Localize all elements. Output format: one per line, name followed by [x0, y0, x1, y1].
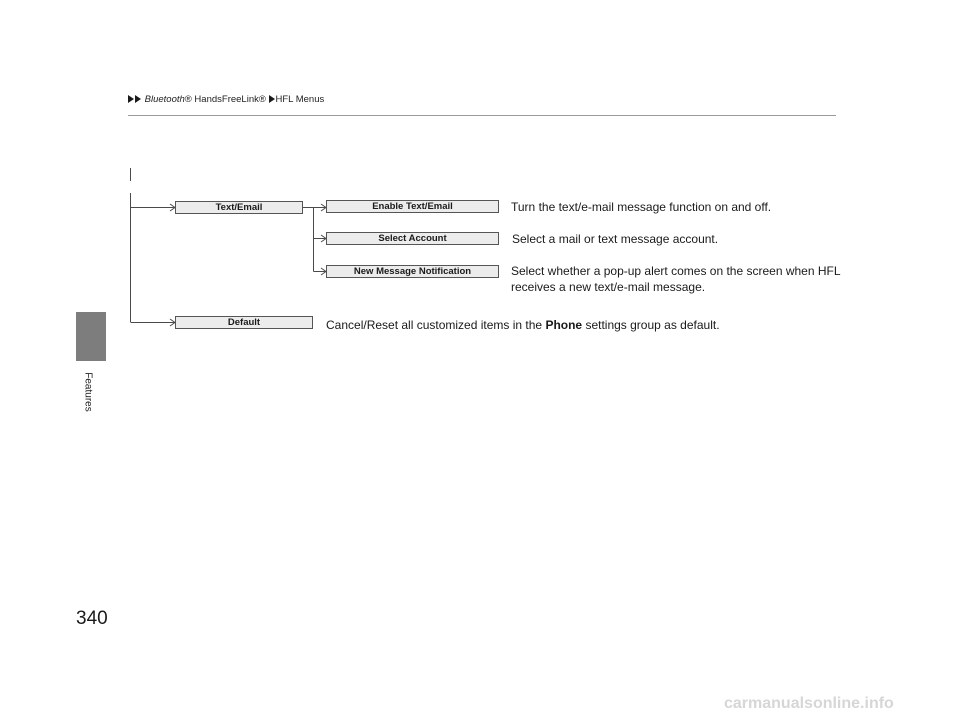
menu-default[interactable]: Default [175, 316, 313, 329]
desc-new-message-line2: receives a new text/e-mail message. [511, 280, 706, 294]
desc-select-account: Select a mail or text message account. [512, 232, 719, 246]
desc-enable-text-email: Turn the text/e-mail message function on and off. [511, 200, 772, 214]
breadcrumb-handsfreelink[interactable]: ® HandsFreeLink® [184, 94, 266, 105]
menu-enable-text-email[interactable]: Enable Text/Email [326, 200, 499, 213]
desc-default-phone: Phone [545, 318, 583, 332]
desc-default-before: Cancel/Reset all customized items in the [326, 318, 546, 332]
menu-text-email[interactable]: Text/Email [175, 201, 303, 214]
menu-select-account[interactable]: Select Account [326, 232, 499, 245]
breadcrumb-bluetooth[interactable]: Bluetooth [144, 94, 185, 105]
desc-default-after: settings group as default. [582, 318, 720, 332]
desc-new-message-line1: Select whether a pop-up alert comes on the screen when HFL [511, 264, 841, 278]
menu-new-message-notification[interactable]: New Message Notification [326, 265, 499, 278]
section-label: Features [82, 372, 94, 412]
breadcrumb-hfl-menus[interactable]: HFL Menus [275, 94, 325, 105]
desc-default [326, 317, 720, 333]
watermark: carmanualsonline.info [724, 695, 894, 712]
desc-new-message-notification [511, 263, 841, 295]
page-number: 340 [76, 608, 108, 629]
